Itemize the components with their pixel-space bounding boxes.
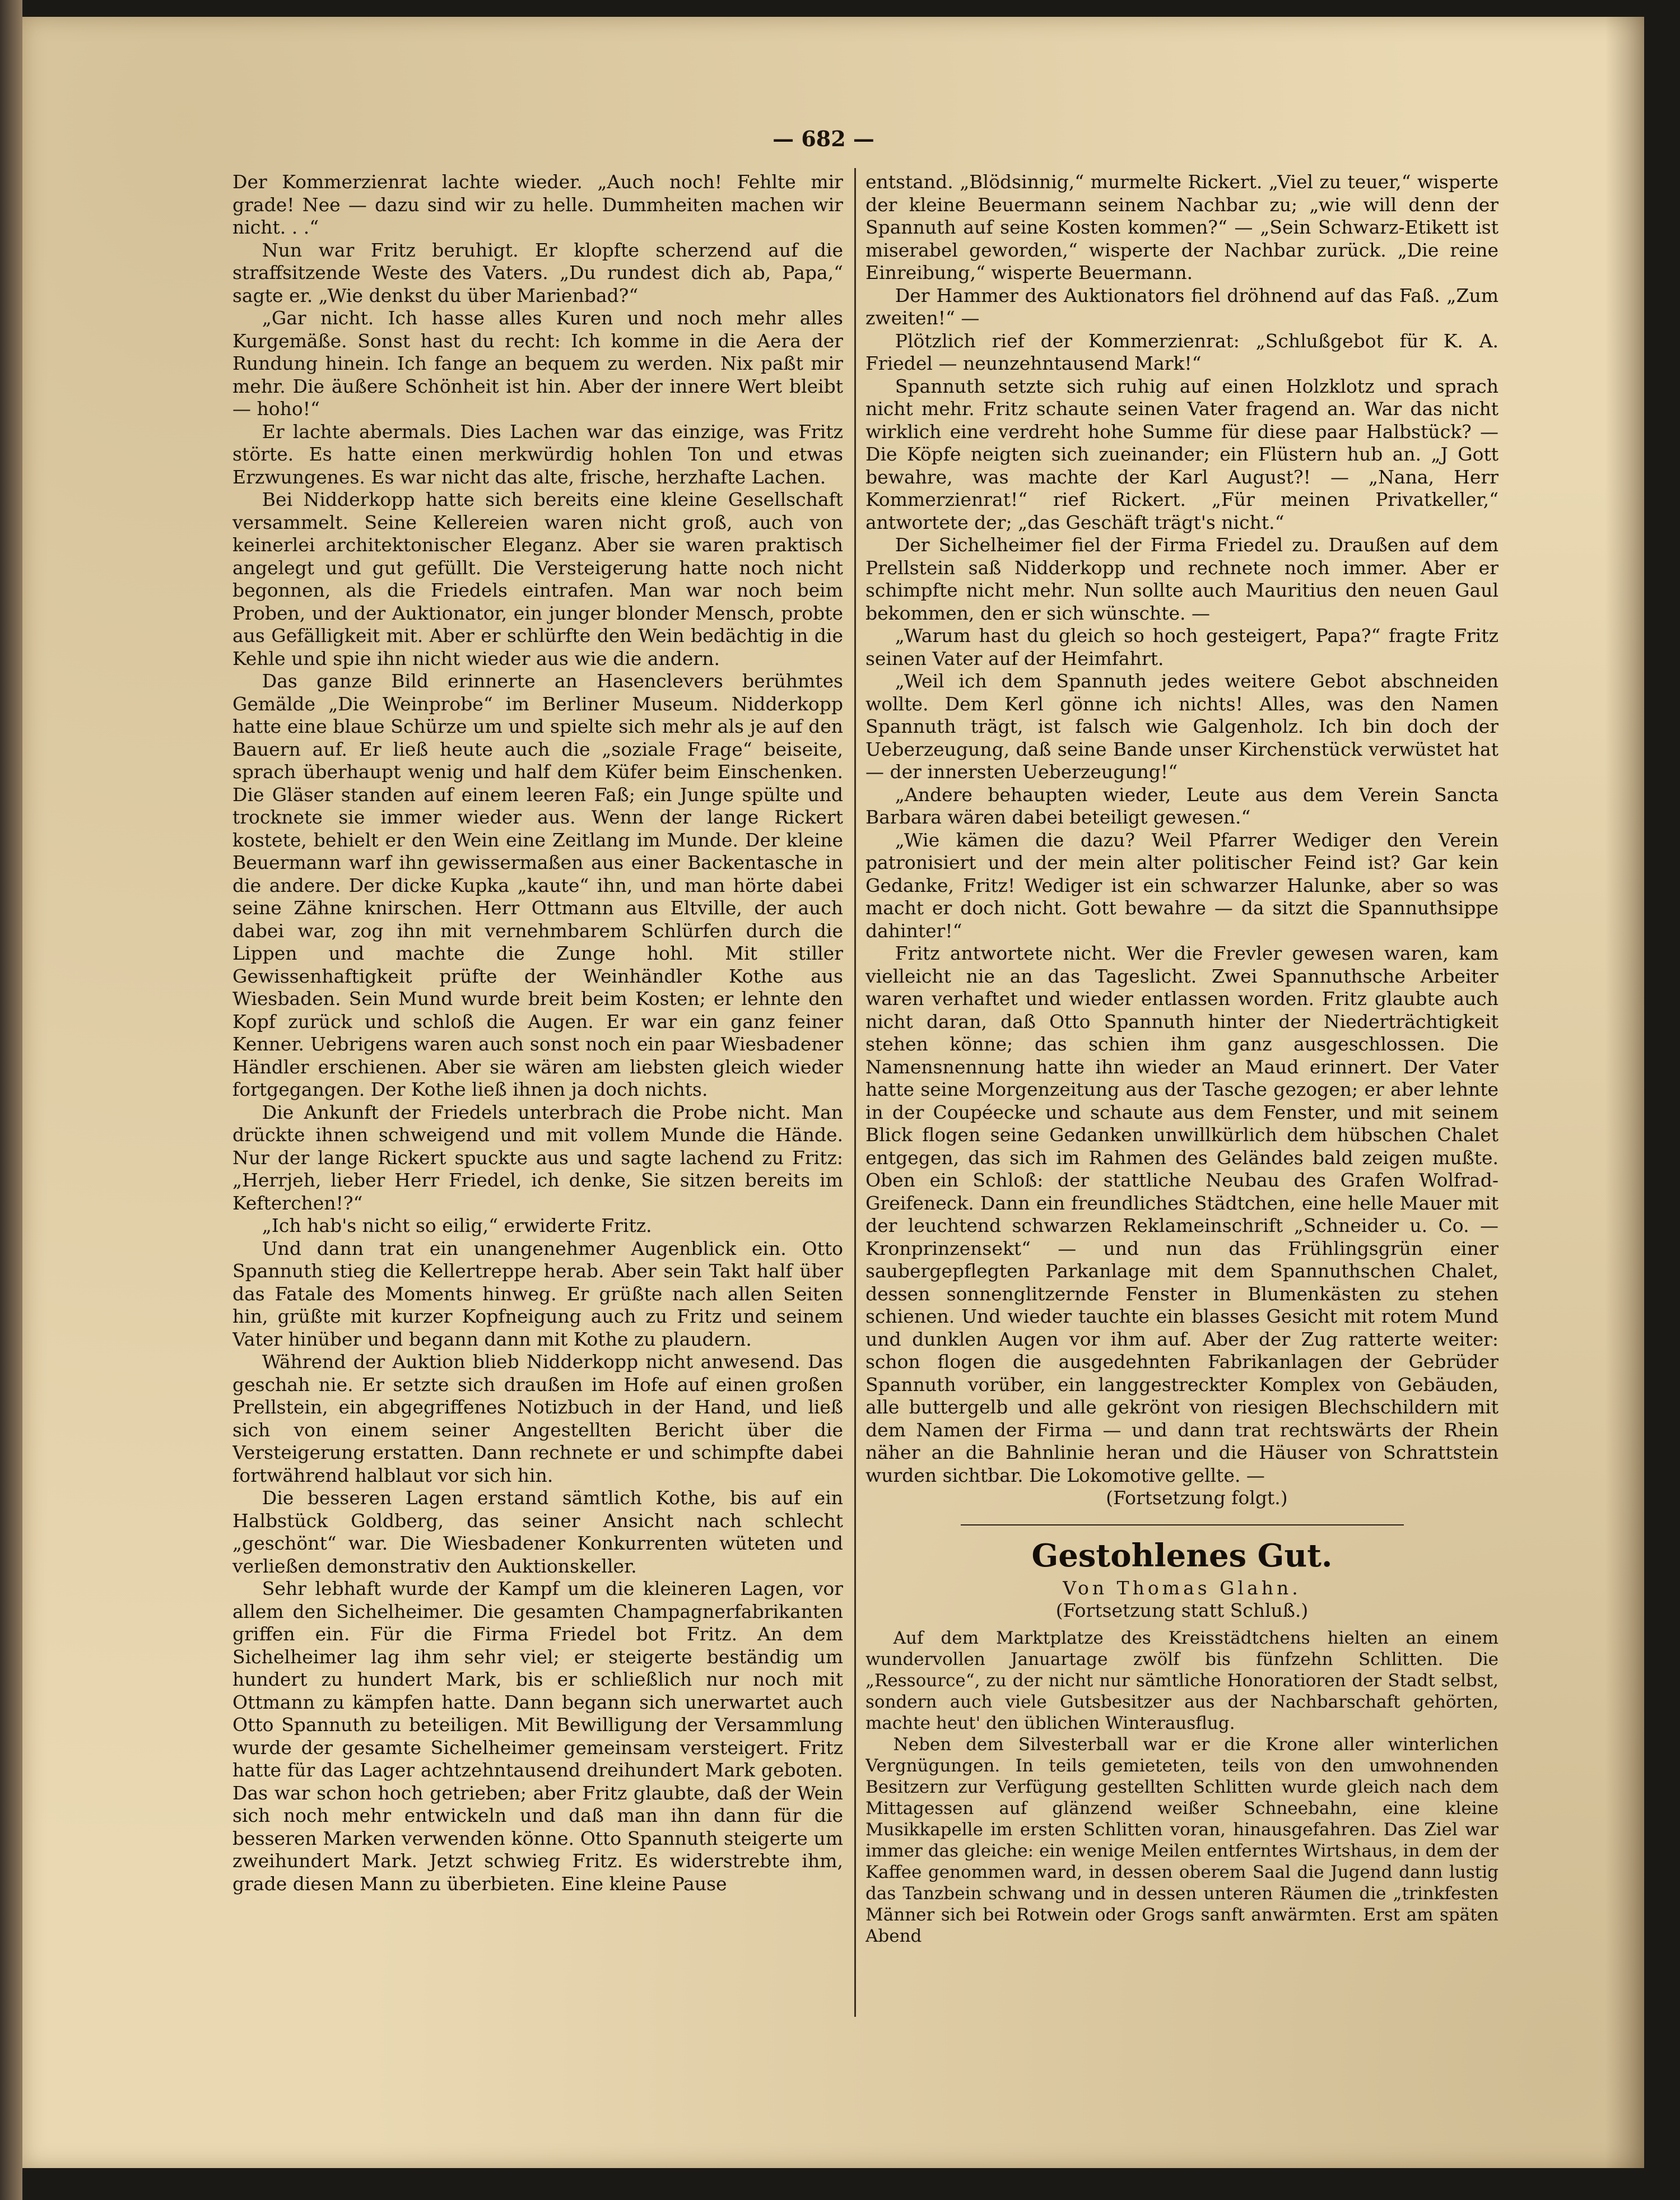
page-gutter	[1605, 17, 1644, 2168]
paragraph: Neben dem Silvesterball war er die Krone aller winterlichen Vergnügungen. In teils gemieteten, teils von den umwohnenden Besitzern zur Verfügung gestellten Schlitten wurde gleich nach dem Mittagessen auf glänzend weißer Schneebahn, eine kleine Musikkapelle im ersten Schlitten voran, hinausgefahren. Das Ziel war immer das gleiche: ein wenige Meilen entferntes Wirtshaus, in dem der Kaffee genommen ward, in dessen oberem Saal die Jugend dann lustig das Tanzbein schwang und in dessen unteren Räumen die „trinkfesten Männer sich bei Rotwein oder Grogs sanft anwärmten. Erst am späten Abend	[865, 1734, 1498, 1946]
paragraph: entstand. „Blödsinnig,“ murmelte Rickert. „Viel zu teuer,“ wisperte der kleine Beuermann seinem Nachbar zu; „wie will denn der Spannuth auf seine Kosten kommen?“ — „Sein Schwarz-Etikett ist miserabel geworden,“ wisperte der Nachbar zurück. „Die reine Einreibung,“ wisperte Beuermann.	[865, 171, 1498, 283]
paragraph: Und dann trat ein unangenehmer Augenblick ein. Otto Spannuth stieg die Kellertreppe herab. Aber sein Takt half über das Fatale des Moments hinweg. Er grüßte nach allen Seiten hin, grüßte mit kurzer Kopfneigung auch zu Fritz und seinem Vater hinüber und begann dann mit Kothe zu plaudern.	[232, 1237, 843, 1350]
paragraph: Sehr lebhaft wurde der Kampf um die kleineren Lagen, vor allem den Sichelheimer. Die gesamten Champagnerfabrikanten griffen ein. Für die Firma Friedel bot Fritz. An dem Sichelheimer lag ihm sehr viel; er steigerte beständig um hundert zu hundert Mark, bis er schließlich nur noch mit Ottmann zu kämpfen hatte. Dann begann sich unerwartet auch Otto Spannuth zu beteiligen. Mit Bewilligung der Versammlung wurde der gesamte Sichelheimer gemeinsam versteigert. Fritz hatte für das Lager achtzehntausend dreihundert Mark geboten. Das war schon hoch getrieben; aber Fritz glaubte, daß der Wein sich noch mehr entwickeln und daß man ihn dann für die besseren Marken verwenden könne. Otto Spannuth steigerte um zweihundert Mark. Jetzt schwieg Fritz. Es widerstrebte ihm, grade diesen Mann zu überbieten. Eine kleine Pause	[232, 1578, 843, 1895]
right-column	[865, 171, 1498, 2036]
paragraph: „Gar nicht. Ich hasse alles Kuren und noch mehr alles Kurgemäße. Sonst hast du recht: Ich komme in die Aera der Rundung hinein. Ich fange an bequem zu werden. Nix paßt mir mehr. Die äußere Schönheit ist hin. Aber der innere Wert bleibt — hoho!“	[232, 307, 843, 420]
paragraph: Nun war Fritz beruhigt. Er klopfte scherzend auf die straffsitzende Weste des Vaters. „Du rundest dich ab, Papa,“ sagte er. „Wie denkst du über Marienbad?“	[232, 239, 843, 306]
byline: Von Thomas Glahn.	[1063, 1576, 1301, 1599]
paragraph: Der Kommerzienrat lachte wieder. „Auch noch! Fehlte mir grade! Nee — dazu sind wir zu helle. Dummheiten machen wir nicht. . .“	[232, 171, 843, 238]
left-column	[232, 171, 843, 2036]
paragraph: Er lachte abermals. Dies Lachen war das einzige, was Fritz störte. Es hatte einen merkwürdig hohlen Ton und etwas Erzwungenes. Es war nicht das alte, frische, herzhafte Lachen.	[232, 420, 843, 488]
paragraph: Die Ankunft der Friedels unterbrach die Probe nicht. Man drückte ihnen schweigend und mit vollem Munde die Hände. Nur der lange Rickert spuckte aus und sagte lachend zu Fritz: „Herrjeh, lieber Herr Friedel, ich denke, Sie sitzen bereits im Kefterchen!?“	[232, 1101, 843, 1214]
scan-edge	[0, 0, 22, 2200]
section-separator	[961, 1524, 1404, 1525]
paragraph: „Wie kämen die dazu? Weil Pfarrer Wediger den Verein patronisiert und der mein alter politischer Feind ist? Gar kein Gedanke, Fritz! Wediger ist ein schwarzer Halunke, aber so was macht er doch nicht. Gott bewahre — da sitzt die Spannuthsippe dahinter!“	[865, 829, 1498, 942]
paragraph: „Warum hast du gleich so hoch gesteigert, Papa?“ fragte Fritz seinen Vater auf der Heimfahrt.	[865, 625, 1498, 669]
paragraph: Der Sichelheimer fiel der Firma Friedel zu. Draußen auf dem Prellstein saß Nidderkopp und rechnete noch immer. Aber er schimpfte nicht mehr. Nun sollte auch Mauritius den neuen Gaul bekommen, den er sich wünschte. —	[865, 534, 1498, 624]
paragraph: Auf dem Marktplatze des Kreisstädtchens hielten an einem wundervollen Januartage zwölf bis fünfzehn Schlitten. Die „Ressource“, zu der nicht nur sämtliche Honoratioren der Stadt selbst, sondern auch viele Gutsbesitzer aus der Nachbarschaft gehörten, machte heut' den üblichen Winterausflug.	[865, 1627, 1498, 1733]
paragraph: „Weil ich dem Spannuth jedes weitere Gebot abschneiden wollte. Dem Kerl gönne ich nichts! Alles, was den Namen Spannuth trägt, ist falsch wie Galgenholz. Ich bin doch der Ueberzeugung, daß seine Bande unser Kirchenstück verwüstet hat — der innersten Ueberzeugung!“	[865, 670, 1498, 783]
paragraph: Während der Auktion blieb Nidderkopp nicht anwesend. Das geschah nie. Er setzte sich draußen im Hofe auf einen großen Prellstein, ein abgegriffenes Notizbuch in der Hand, und ließ sich von einem seiner Angestellten Bericht über die Versteigerung erstatten. Dann rechnete er und schimpfte dabei fortwährend halblaut vor sich hin.	[232, 1351, 843, 1486]
story-subtitle: (Fortsetzung statt Schluß.)	[1055, 1599, 1309, 1621]
paragraph: Fritz antwortete nicht. Wer die Frevler gewesen waren, kam vielleicht nie an das Tageslicht. Zwei Spannuthsche Arbeiter waren verhaftet und wieder entlassen worden. Fritz glaubte auch nicht daran, daß Otto Spannuth hinter der Niederträchtigkeit stehen könne; das schien ihm ganz ausgeschlossen. Die Namensnennung hatte ihn wieder an Maud erinnert. Der Vater hatte seine Morgenzeitung aus der Tasche gezogen; er aber lehnte in der Coupéecke und schaute aus dem Fenster, und mit seinem Blick flogen seine Gedanken unwillkürlich dem hübschen Chalet entgegen, das sich im Rahmen des Geländes bald zeigen mußte. Oben ein Schloß: der stattliche Neubau des Grafen Wolfrad-Greifeneck. Dann ein freundliches Städtchen, eine helle Mauer mit der leuchtend schwarzen Reklameinschrift „Schneider u. Co. — Kronprinzensekt“ — und nun das Frühlingsgrün einer saubergepflegten Parkanlage mit dem Spannuthschen Chalet, dessen sonnenglitzernde Fenster in Blumenkästen zu stehen schienen. Und wieder tauchte ein blasses Gesicht mit rotem Mund und dunklen Augen vor ihm auf. Aber der Zug ratterte weiter: schon flogen die ausgedehnten Fabrikanlagen der Gebrüder Spannuth vorüber, ein langgestreckter Komplex von Gebäuden, alle buttergelb und alle gekrönt von riesigen Blechschildern mit dem Namen der Firma — und dann trat rechtswärts der Rhein näher an die Bahnlinie heran und die Häuser von Schrattstein wurden sichtbar. Die Lokomotive gellte. —	[865, 942, 1498, 1486]
paragraph: Die besseren Lagen erstand sämtlich Kothe, bis auf ein Halbstück Goldberg, das seiner Ansicht nach schlecht „geschönt“ war. Die Wiesbadener Konkurrenten wüteten und verließen demonstrativ den Auktionskeller.	[232, 1487, 843, 1577]
continued-note: (Fortsetzung folgt.)	[1106, 1487, 1288, 1509]
paragraph: „Ich hab's nicht so eilig,“ erwiderte Fritz.	[262, 1215, 652, 1236]
paragraph: Spannuth setzte sich ruhig auf einen Holzklotz und sprach nicht mehr. Fritz schaute seinen Vater fragend an. War das nicht wirklich eine verdreht hohe Summe für diese paar Halbstück? — Die Köpfe neigten sich zueinander; ein Flüstern hub an. „J Gott bewahre, was machte der Karl August?! — „Nana, Herr Kommerzienrat!“ rief Rickert. „Für meinen Privatkeller,“ antwortete der; „das Geschäft trägt's nicht.“	[865, 375, 1498, 533]
paragraph: Der Hammer des Auktionators fiel dröhnend auf das Faß. „Zum zweiten!“ —	[865, 284, 1498, 329]
paragraph: Bei Nidderkopp hatte sich bereits eine kleine Gesellschaft versammelt. Seine Kellereien waren nicht groß, auch von keinerlei architektonischer Eleganz. Aber sie waren praktisch angelegt und gut gefüllt. Die Versteigerung hatte noch nicht begonnen, als die Friedels eintrafen. Man war noch beim Proben, und der Auktionator, ein junger blonder Mensch, probte aus Gefälligkeit mit. Aber er schlürfte den Wein bedächtig in die Kehle und spie ihn nicht wieder aus wie die andern.	[232, 489, 843, 669]
paragraph: Das ganze Bild erinnerte an Hasenclevers berühmtes Gemälde „Die Weinprobe“ im Berliner Museum. Nidderkopp hatte eine blaue Schürze um und spielte sich mehr als je auf den Bauern auf. Er ließ heute auch die „soziale Frage“ beiseite, sprach überhaupt wenig und half dem Küfer beim Einschenken. Die Gläser standen auf einem leeren Faß; ein Junge spülte und trocknete sie immer wieder aus. Wenn der lange Rickert kostete, behielt er den Wein eine Zeitlang im Munde. Der kleine Beuermann warf ihn gewissermaßen aus einer Backentasche in die andere. Der dicke Kupka „kaute“ ihn, und man hörte dabei seine Zähne knirschen. Herr Ottmann aus Eltville, der auch dabei war, zog ihn mit vernehmbarem Schlürfen durch die Lippen und machte die Zunge hohl. Mit stiller Gewissenhaftigkeit prüfte der Weinhändler Kothe aus Wiesbaden. Sein Mund wurde breit beim Kosten; er lehnte den Kopf zurück und schloß die Augen. Er war ein ganz feiner Kenner. Uebrigens waren auch sonst noch ein paar Wiesbadener Händler erschienen. Aber sie wären am liebsten gleich wieder fortgegangen. Der Kothe ließ ihnen ja doch nichts.	[232, 670, 843, 1100]
paragraph: „Andere behaupten wieder, Leute aus dem Verein Sancta Barbara wären dabei beteiligt gewesen.“	[865, 783, 1498, 828]
column-divider	[854, 168, 856, 2017]
page-number: — 682 —	[772, 126, 874, 151]
story-title: Gestohlenes Gut.	[1031, 1537, 1333, 1574]
paragraph: Plötzlich rief der Kommerzienrat: „Schlußgebot für K. A. Friedel — neunzehntausend Mark!“	[865, 329, 1498, 374]
